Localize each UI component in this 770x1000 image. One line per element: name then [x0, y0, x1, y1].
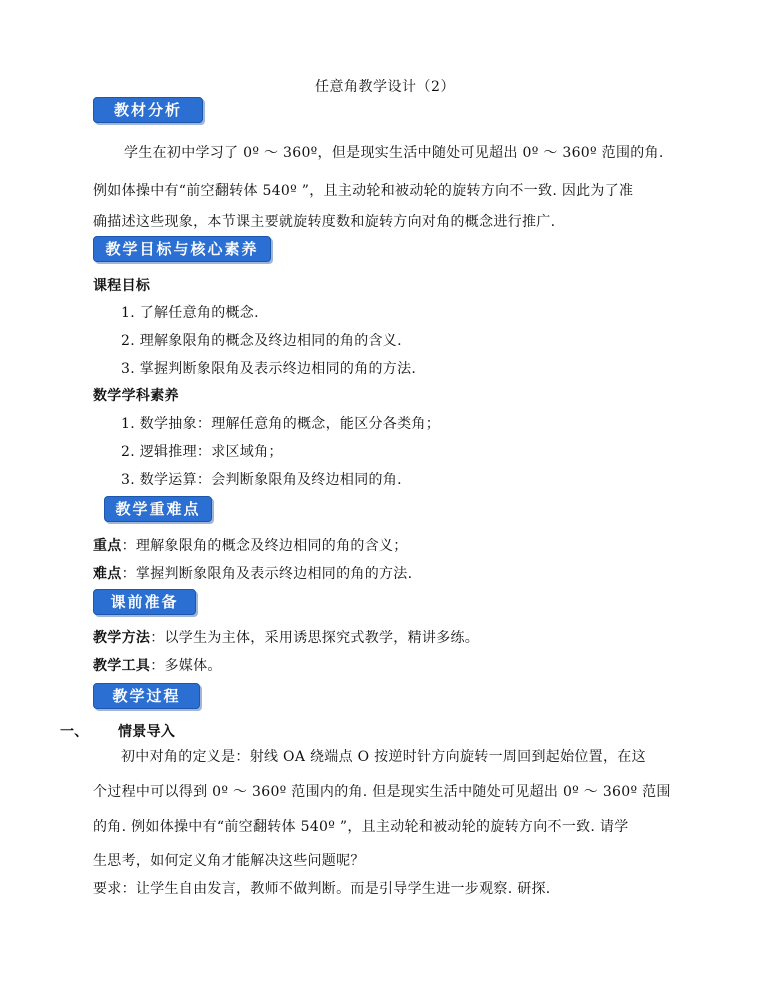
literacy-heading: 数学学科素养 — [93, 388, 179, 404]
key-point-label: 重点 — [93, 538, 122, 554]
difficulty-text: ：掌握判断象限角及表示终边相同的角的方法. — [121, 566, 413, 582]
tools-label: 教学工具 — [93, 658, 151, 674]
section-badge-process: 教学过程 — [93, 683, 200, 709]
process-number: 一、 — [60, 724, 89, 740]
method-label: 教学方法 — [93, 630, 151, 646]
literacy-item: 2. 逻辑推理：求区域角； — [121, 444, 283, 460]
analysis-line-1: 学生在初中学习了 0º ～ 360º，但是现实生活中随处可见超出 0º ～ 360º 范围的角. — [124, 145, 664, 161]
key-point-text: ：理解象限角的概念及终边相同的角的含义； — [121, 538, 408, 554]
difficulty-label: 难点 — [93, 566, 122, 582]
process-line-2: 个过程中可以得到 0º ～ 360º 范围内的角. 但是现实生活中随处可见超出 0º ～ 360º 范围 — [93, 784, 671, 800]
section-badge-key-points: 教学重难点 — [104, 496, 212, 522]
method-line — [93, 627, 479, 647]
literacy-item: 1. 数学抽象：理解任意角的概念，能区分各类角； — [121, 416, 441, 432]
analysis-line-3: 确描述这些现象，本节课主要就旋转度数和旋转方向对角的概念进行推广. — [93, 214, 556, 230]
goal-item: 1. 了解任意角的概念. — [121, 305, 259, 321]
goals-heading: 课程目标 — [93, 278, 151, 294]
page-title: 任意角教学设计（2） — [315, 79, 455, 95]
process-line-1: 初中对角的定义是：射线 OA 绕端点 O 按逆时针方向旋转一周回到起始位置，在这 — [121, 749, 646, 765]
goal-item: 3. 掌握判断象限角及表示终边相同的角的方法. — [121, 361, 417, 377]
process-heading: 情景导入 — [118, 724, 176, 740]
goal-item: 2. 理解象限角的概念及终边相同的角的含义. — [121, 333, 402, 349]
process-requirement: 要求：让学生自由发言，教师不做判断。而是引导学生进一步观察. 研探. — [93, 881, 551, 897]
method-text: ：以学生为主体，采用诱思探究式教学，精讲多练。 — [150, 630, 480, 646]
key-point-line — [93, 535, 408, 555]
section-badge-analysis: 教材分析 — [93, 97, 203, 123]
analysis-line-2: 例如体操中有“前空翻转体 540º ”，且主动轮和被动轮的旋转方向不一致. 因此为了准 — [93, 183, 634, 199]
section-badge-goals: 教学目标与核心素养 — [93, 236, 271, 262]
literacy-item: 3. 数学运算：会判断象限角及终边相同的角. — [121, 472, 402, 488]
process-line-3: 的角. 例如体操中有“前空翻转体 540º ”，且主动轮和被动轮的旋转方向不一致. 请学 — [93, 819, 629, 835]
tools-line — [93, 655, 222, 675]
process-line-4: 生思考，如何定义角才能解决这些问题呢？ — [93, 853, 365, 869]
tools-text: ：多媒体。 — [150, 658, 222, 674]
section-badge-preparation: 课前准备 — [93, 589, 196, 615]
difficulty-line — [93, 563, 412, 583]
